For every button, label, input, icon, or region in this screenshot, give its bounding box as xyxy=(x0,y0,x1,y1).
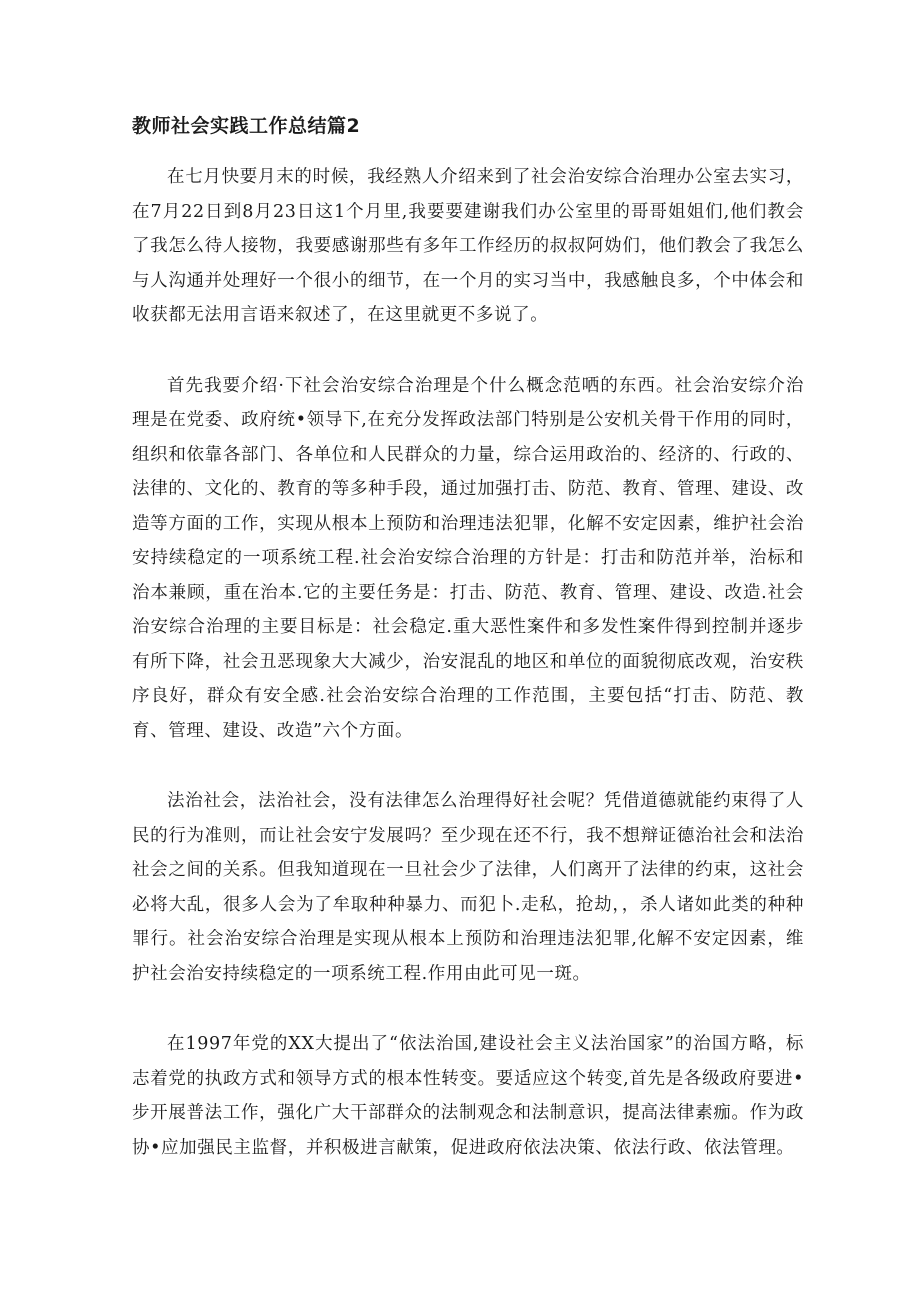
document-title: 教师社会实践工作总结篇2 xyxy=(132,115,361,137)
paragraph-1: 在七月快要月末的时候，我经熟人介绍来到了社会治安综合治理办公室去实习，在7月22日到8月23日这1个月里,我要要建谢我们办公室里的哥哥姐姐们,他们教会了我怎么待人接物，我要感谢那些有多年工作经历的叔叔阿妫们，他们教会了我怎么与人沟通并处理好一个很小的细节，在一个月的实习当中，我感触良多，个中体会和收获都无法用言语来叙述了，在这里就更不多说了。 xyxy=(132,167,804,325)
paragraph-3: 法治社会，法治社会，没有法律怎么治理得好社会呢？凭借道德就能约束得了人民的行为准则，而让社会安宁发展吗？至少现在还不行，我不想辩证德治社会和法治社会之间的关系。但我知道现在一旦社会少了法律，人们离开了法律的约束，这社会必将大乱，很多人会为了牟取种种暴力、而犯卜.走私，抢劫，，杀人诸如此类的种种罪行。社会治安综合治理是实现从根本上预防和治理违法犯罪,化解不安定因素，维护社会治安持续稳定的一项系统工程.作用由此可见一斑。 xyxy=(132,791,804,984)
paragraph-4: 在1997年党的XX大提出了“依法治国,建设社会主义法治国家”的治国方略，标志着党的执政方式和领导方式的根本性转变。要适应这个转变,首先是各级政府要进•步开展普法工作，强化广大干部群众的法制观念和法制意识，提高法律素痂。作为政协•应加强民主监督，并积极进言献策，促进政府依法决策、依法行政、依法管理。 xyxy=(132,1034,804,1158)
document-page xyxy=(132,112,804,1201)
paragraph-2: 首先我要介绍·下社会治安综合治理是个什么概念范哂的东西。社会治安综介治理是在党委、政府统•领导下,在充分发挥政法部门特别是公安机关骨干作用的同时，组织和依靠各部门、各单位和人民群众的力量，综合运用政治的、经济的、行政的、法律的、文化的、教育的等多种手段，通过加强打击、防范、教育、管理、建设、改造等方面的工作，实现从根本上预防和治理违法犯罪，化解不安定因素，维护社会治安持续稳定的一项系统工程.社会治安综合治理的方针是：打击和防范并举，治标和治本兼顾，重在治本.它的主要任务是：打击、防范、教育、管理、建设、改造.社会治安综合治理的主要目标是：社会稳定.重大恶性案件和多发性案件得到控制并逐步有所下降，社会丑恶现象大大减少，治安混乱的地区和单位的面貌彻底改观，治安秩序良好，群众有安全感.社会治安综合治理的工作范围，主要包括“打击、防范、教育、管理、建设、改造”六个方面。 xyxy=(132,375,804,741)
